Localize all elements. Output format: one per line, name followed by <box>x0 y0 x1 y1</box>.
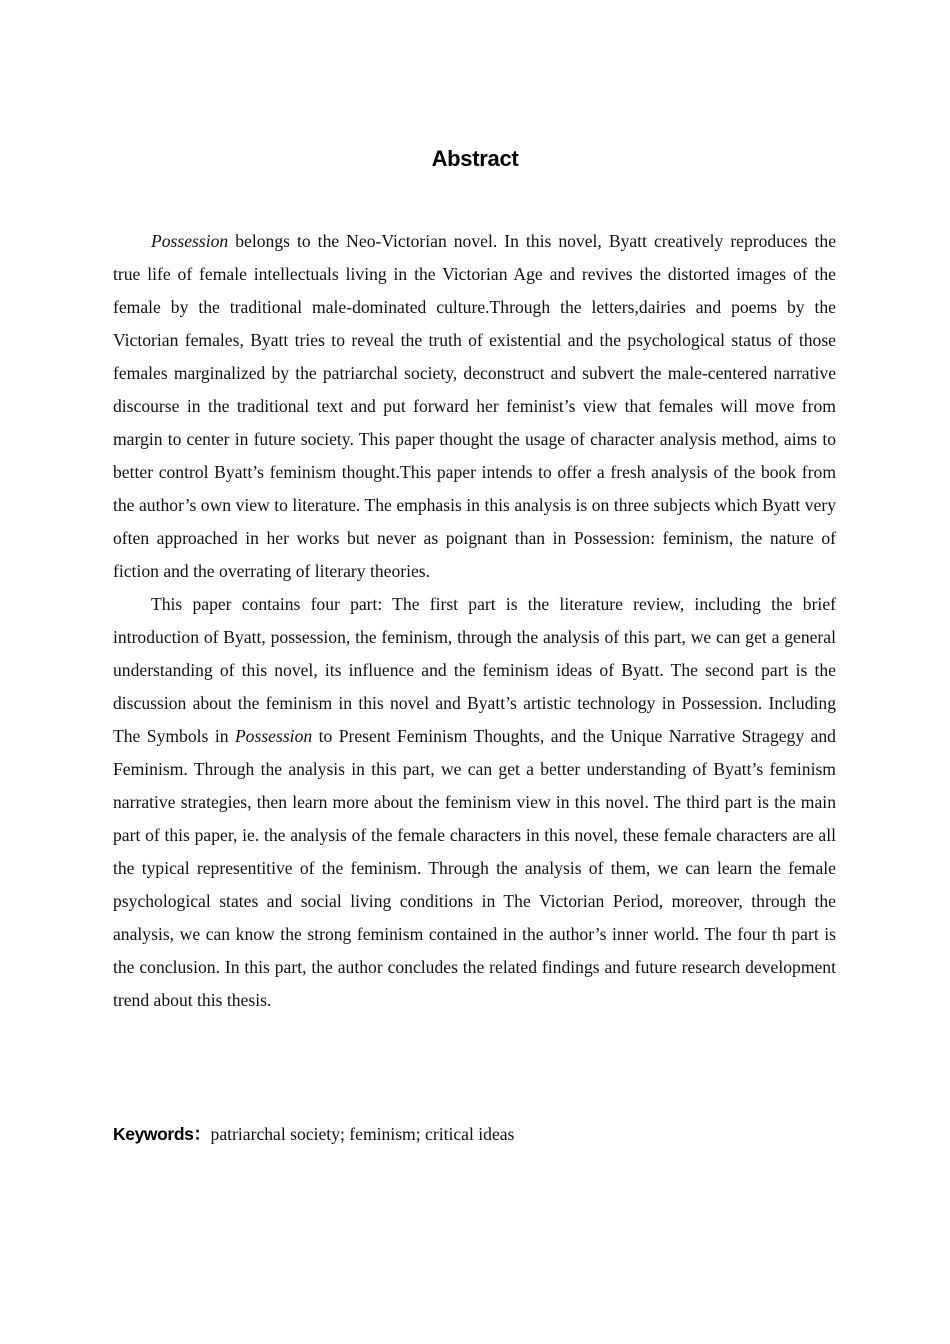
abstract-body <box>113 225 836 1017</box>
book-title-italic: Possession <box>151 231 229 251</box>
abstract-paragraph-2 <box>113 588 836 1017</box>
keywords-value: patriarchal society; feminism; critical ideas <box>210 1124 515 1144</box>
keywords-line <box>113 1120 836 1148</box>
paragraph-2-text-before: This paper contains four part: The first part is the literature review, including the brief introduction of Byatt, possession, the feminism, through the analysis of this part, we can get a general understanding of this novel, its influence and the feminism ideas of Byatt. The second part is the discussion about the feminism in this novel and Byatt’s artistic technology in Possession. Including The Symbols in <box>113 594 836 746</box>
page-title: Abstract <box>431 146 519 171</box>
paragraph-1-text: belongs to the Neo-Victorian novel. In this novel, Byatt creatively reproduces the true life of female intellectuals living in the Victorian Age and revives the distorted images of the female by the traditional male-dominated culture.Through the letters,dairies and poems by the Victorian females, Byatt tries to reveal the truth of existential and the psychological status of those females marginalized by the patriarchal society, deconstruct and subvert the male-centered narrative discourse in the traditional text and put forward her feminist’s view that females will move from margin to center in future society. This paper thought the usage of character analysis method, aims to better control Byatt’s feminism thought.This paper intends to offer a fresh analysis of the book from the author’s own view to literature. The emphasis in this analysis is on three subjects which Byatt very often approached in her works but never as poignant than in Possession: feminism, the nature of fiction and the overrating of literary theories. <box>113 231 836 581</box>
paragraph-2-text-after: to Present Feminism Thoughts, and the Unique Narrative Stragegy and Feminism. Through the analysis in this part, we can get a better understanding of Byatt’s feminism narrative strategies, then learn more about the feminism view in this novel. The third part is the main part of this paper, ie. the analysis of the female characters in this novel, these female characters are all the typical representitive of the feminism. Through the analysis of them, we can learn the female psychological states and social living conditions in The Victorian Period, moreover, through the analysis, we can know the strong feminism contained in the author’s inner world. The four th part is the conclusion. In this part, the author concludes the related findings and future research development trend about this thesis. <box>113 726 836 1010</box>
abstract-paragraph-1 <box>113 225 836 588</box>
book-title-italic: Possession <box>234 726 313 746</box>
keywords-label: Keywords： <box>113 1124 211 1144</box>
